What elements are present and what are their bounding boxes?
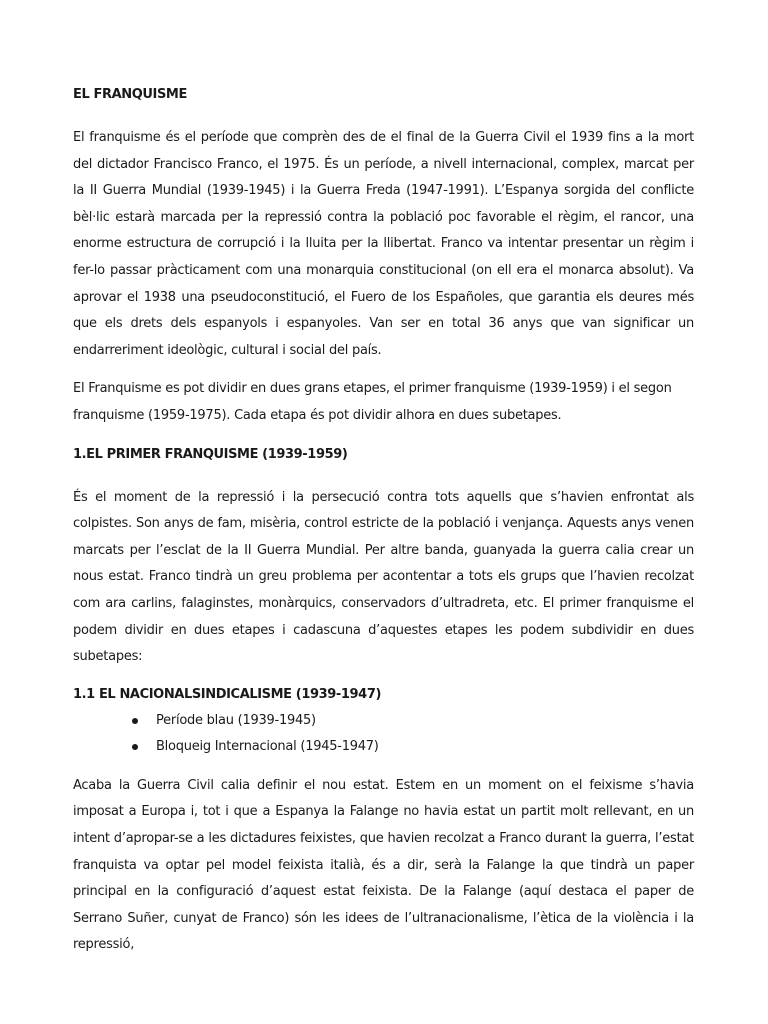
section1-paragraph: És el moment de la repressió i la persecució contra tots aquells que s’havien enfrontat als colpistes. Son anys de fam, misèria, control estricte de la població i venjança. Aquests anys venen marcats per l’esclat de la II Guerra Mundial. Per altre banda, guanyada la guerra calia crear un nous estat. Franco tindrà un greu problema per acontentar a tots els grups que l’havien recolzat com ara carlins, falaginstes, monàrquics, conservadors d’ultradreta, etc. El primer franquisme el podem dividir en dues etapes i cadascuna d’aquestes etapes les podem subdividir en dues subetapes: (73, 489, 694, 665)
division-paragraph: El Franquisme es pot dividir en dues grans etapes, el primer franquisme (1939-1959) i el segon franquisme (1959-1975). Cada etapa és pot dividir alhora en dues subetapes. (73, 381, 672, 423)
section11-paragraph: Acaba la Guerra Civil calia definir el nou estat. Estem en un moment on el feixisme s’havia imposat a Europa i, tot i que a Espanya la Falange no havia estat un partit molt rellevant, en un intent d’apropar-se a les dictadures feixistes, que havien recolzat a Franco durant la guerra, l’estat franquista va optar pel model feixista italià, és a dir, serà la Falange la que tindrà un paper principal en la configuració d’aquest estat feixista. De la Falange (aquí destaca el paper de Serrano Suñer, cunyat de Franco) són les idees de l’ultranacionalisme, l’ètica de la violència i la repressió, (73, 777, 694, 953)
intro-paragraph: El franquisme és el període que comprèn des de el final de la Guerra Civil el 1939 fins a la mort del dictador Francisco Franco, el 1975. És un període, a nivell internacional, complex, marcat per la II Guerra Mundial (1939-1945) i la Guerra Freda (1947-1991). L’Espanya sorgida del conflicte bèl·lic estarà marcada per la repressió contra la població poc favorable el règim, el rancor, una enorme estructura de corrupció i la lluita per la llibertat. Franco va intentar presentar un règim i fer-lo passar pràcticament com una monarquia constitucional (on ell era el monarca absolut). Va aprovar el 1938 una pseudoconstitució, el Fuero de los Españoles, que garantia els deures més que els drets dels espanyols i espanyoles. Van ser en total 36 anys que van significar un endarreriment ideològic, cultural i social del país. (73, 130, 694, 358)
list-item-label: Període blau (1939-1945) (156, 712, 316, 728)
section-heading-nacionalsindicalisme: 1.1 EL NACIONALSINDICALISME (1939-1947) (73, 686, 382, 702)
list-item (73, 708, 694, 735)
section-heading-primer-franquisme: 1.EL PRIMER FRANQUISME (1939-1959) (73, 446, 348, 462)
document-page (73, 86, 694, 959)
bullet-icon (132, 744, 138, 750)
list-item (73, 734, 694, 761)
bullet-icon (132, 718, 138, 724)
document-title: EL FRANQUISME (73, 87, 187, 102)
list-item-label: Bloqueig Internacional (1945-1947) (156, 739, 379, 755)
subperiod-list (73, 708, 694, 761)
